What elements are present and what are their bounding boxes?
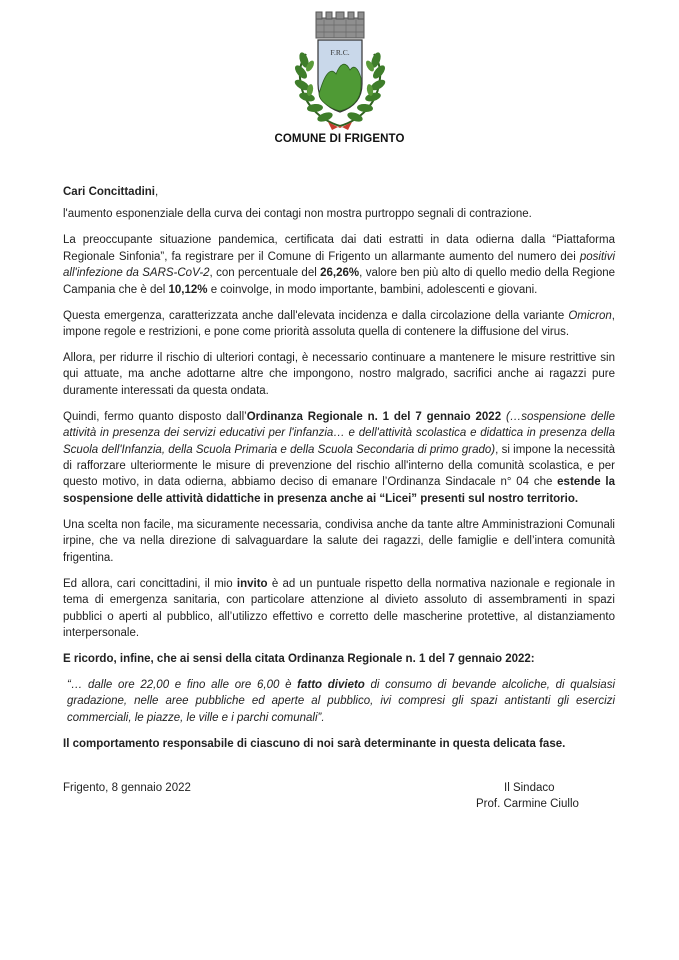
svg-text:F.R.C.: F.R.C. xyxy=(330,48,350,57)
paragraph-closing: Il comportamento responsabile di ciascuno di noi sarà determinante in questa delicata fase. xyxy=(63,737,566,750)
letter-date: Frigento, 8 gennaio 2022 xyxy=(63,782,191,794)
paragraph-8: E ricordo, infine, che ai sensi della citata Ordinanza Regionale n. 1 del 7 gennaio 2022: xyxy=(63,652,535,665)
signer-role: Il Sindaco xyxy=(504,782,555,794)
paragraph-5: Quindi, fermo quanto disposto dall’Ordinanza Regionale n. 1 del 7 gennaio 2022 (…sospensione delle attività in presenza dei servizi educativi per l'infanzia… e dell'attività scolastica e didattica in presenza della Scuola dell'Infanzia, della Scuola Primaria e della Scuola Secondaria di primo grado), si impone la necessità di rafforzare ulteriormente le misure di prevenzione del rischio all'interno della comunità scolastica, e per questo motivo, in data odierna, abbiamo deciso di emanare l’Ordinanza Sindacale n° 04 che estende la sospensione delle attività didattiche in presenza anche ai “Licei” presenti sul nostro territorio. xyxy=(63,410,616,505)
signer-name: Prof. Carmine Ciullo xyxy=(476,798,579,810)
ordinance-quote: “… dalle ore 22,00 e fino alle ore 6,00 è fatto divieto di consumo di bevande alcoliche, di qualsiasi gradazione, nelle aree pubbliche ed aperte al pubblico, ivi compresi gli spazi antistanti gli esercizi commerciali, le piazze, le ville e i parchi comunali”. xyxy=(67,678,616,724)
paragraph-3: Questa emergenza, caratterizzata anche dall'elevata incidenza e dalla circolazione della variante Omicron, impone regole e restrizioni, e pone come priorità assoluta quella di contenere la diffusione del virus. xyxy=(63,309,615,339)
letter-body xyxy=(63,184,615,762)
paragraph-2: La preoccupante situazione pandemica, certificata dai dati estratti in data odierna dalla “Piattaforma Regionale Sinfonia”, fa registrare per il Comune di Frigento un allarmante aumento del numero dei positivi all'infezione da SARS-CoV-2, con percentuale del 26,26%, valore ben più alto di quello medio della Regione Campania che è del 10,12% e coinvolge, in modo importante, bambini, adolescenti e giovani. xyxy=(63,234,616,296)
paragraph-6: Una scelta non facile, ma sicuramente necessaria, condivisa anche da tante altre Amministrazioni Comunali irpine, che va nella direzione di salvaguardare la salute dei ragazzi, delle famiglie e dell’intera comunità frigentina. xyxy=(63,518,615,564)
paragraph-1: l'aumento esponenziale della curva dei contagi non mostra purtroppo segnali di contrazione. xyxy=(63,208,532,221)
municipality-title: COMUNE DI FRIGENTO xyxy=(274,133,405,145)
shield-icon xyxy=(318,40,362,112)
crown-icon xyxy=(316,12,364,38)
municipal-coat-of-arms xyxy=(290,8,390,132)
paragraph-7: Ed allora, cari concittadini, il mio invito è ad un puntuale rispetto della normativa nazionale e regionale in tema di emergenza sanitaria, con particolare attenzione al divieto assoluto di assembramenti in spazi pubblici o aperti al pubblico, all’utilizzo effettivo e corretto delle mascherine protettive, al distanziamento interpersonale. xyxy=(63,577,615,639)
coat-of-arms-icon xyxy=(290,8,390,132)
paragraph-4: Allora, per ridurre il rischio di ulteriori contagi, è necessario continuare a mantenere le misure restrittive sin qui attuate, ma anche adottarne altre che impongono, nostro malgrado, sacrifici anche ai ragazzi pure duramente interessati da questa ondata. xyxy=(63,352,615,397)
greeting: Cari Concittadini, xyxy=(63,186,159,198)
